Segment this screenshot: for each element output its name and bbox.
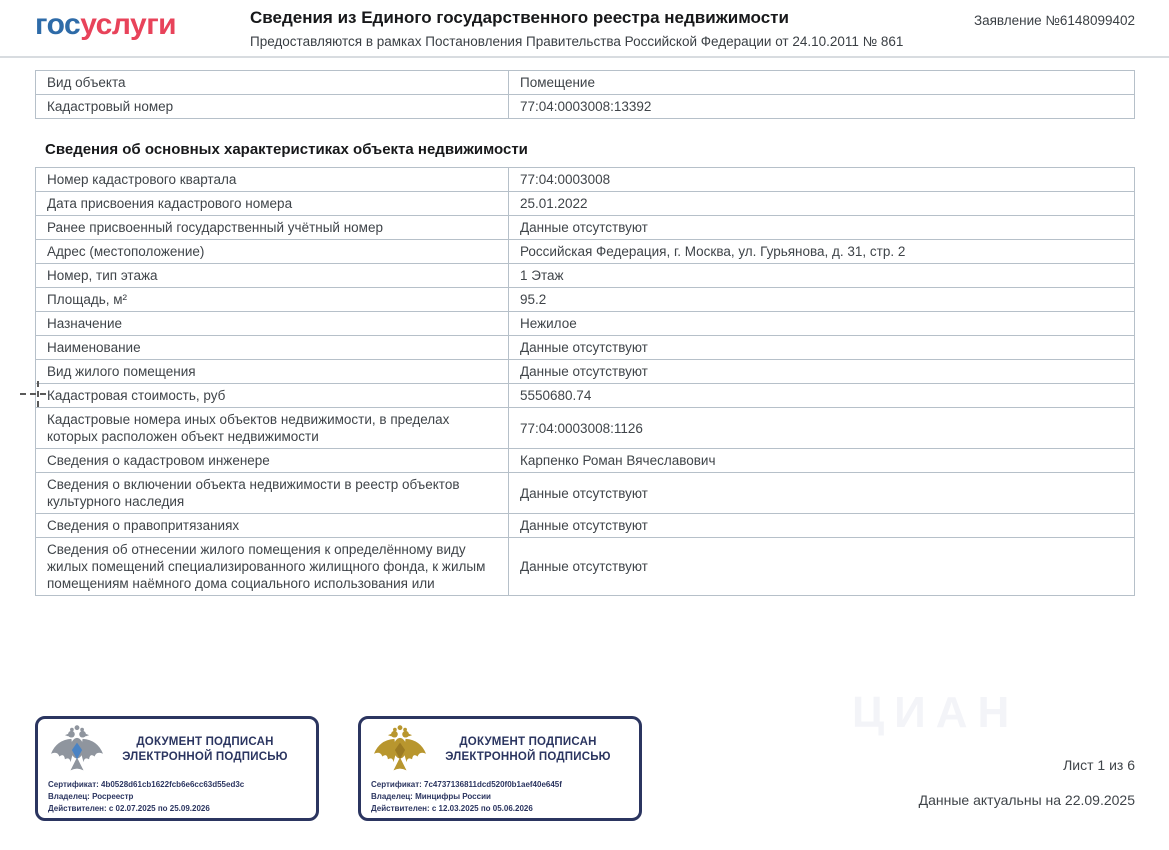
document-title: Сведения из Единого государственного реестра недвижимости: [250, 8, 789, 27]
row-label: Вид объекта: [36, 71, 509, 95]
stamp-title: ДОКУМЕНТ ПОДПИСАН ЭЛЕКТРОННОЙ ПОДПИСЬЮ: [445, 736, 611, 763]
table-row: [36, 449, 1135, 473]
row-label: Наименование: [36, 336, 509, 360]
row-value: Нежилое: [509, 312, 1135, 336]
row-value: Данные отсутствуют: [509, 473, 1135, 514]
section-title-main-characteristics: Сведения об основных характеристиках объекта недвижимости: [45, 141, 528, 158]
row-value: Данные отсутствуют: [509, 336, 1135, 360]
table-row: [36, 264, 1135, 288]
stamp-owner: Владелец: Росреестр: [48, 792, 134, 801]
characteristics-table: [35, 167, 1135, 596]
row-label: Сведения о включении объекта недвижимости в реестр объектов культурного наследия: [36, 473, 509, 514]
stamp-header: [38, 719, 316, 776]
table-row: [36, 192, 1135, 216]
object-summary-table: [35, 70, 1135, 119]
stamp-owner: Владелец: Минцифры России: [371, 792, 491, 801]
row-value: 77:04:0003008: [509, 168, 1135, 192]
table-row: [36, 168, 1135, 192]
row-value: 95.2: [509, 288, 1135, 312]
table-row: [36, 288, 1135, 312]
table-row: [36, 360, 1135, 384]
row-label: Дата присвоения кадастрового номера: [36, 192, 509, 216]
row-label: Кадастровая стоимость, руб: [36, 384, 509, 408]
row-value: Помещение: [509, 71, 1135, 95]
signature-stamp-rosreestr: [35, 716, 319, 821]
row-label: Сведения о кадастровом инженере: [36, 449, 509, 473]
logo-part-uslugi: услуги: [80, 8, 177, 41]
row-label: Вид жилого помещения: [36, 360, 509, 384]
sheet-counter: Лист 1 из 6: [1063, 757, 1135, 773]
row-value: Данные отсутствуют: [509, 538, 1135, 596]
row-label: Адрес (местоположение): [36, 240, 509, 264]
row-label: Ранее присвоенный государственный учётный номер: [36, 216, 509, 240]
row-value: Данные отсутствуют: [509, 360, 1135, 384]
row-label: Номер, тип этажа: [36, 264, 509, 288]
row-label: Кадастровые номера иных объектов недвижимости, в пределах которых расположен объект недвижимости: [36, 408, 509, 449]
logo-part-gos: гос: [35, 8, 81, 41]
gosuslugi-logo: [35, 8, 176, 42]
stamp-certificate: Сертификат: 7c4737136811dcd520f0b1aef40e645f: [371, 780, 562, 789]
stamp-validity: Действителен: с 12.03.2025 по 05.06.2026: [371, 804, 533, 813]
table-row: [36, 216, 1135, 240]
row-value: 5550680.74: [509, 384, 1135, 408]
stamp-header: [361, 719, 639, 776]
table-row: [36, 240, 1135, 264]
row-label: Сведения о правопритязаниях: [36, 514, 509, 538]
row-label: Сведения об отнесении жилого помещения к определённому виду жилых помещений специализированного жилищного фонда, к жилым помещениям наёмного дома социального использования или: [36, 538, 509, 596]
row-value: 77:04:0003008:13392: [509, 95, 1135, 119]
signature-stamp-mincifry: [358, 716, 642, 821]
row-value: 25.01.2022: [509, 192, 1135, 216]
row-value: Данные отсутствуют: [509, 514, 1135, 538]
stamp-details: [361, 776, 639, 820]
row-value: Карпенко Роман Вячеславович: [509, 449, 1135, 473]
row-label: Назначение: [36, 312, 509, 336]
data-actuality-date: Данные актуальны на 22.09.2025: [918, 792, 1135, 808]
stamp-certificate: Сертификат: 4b0528d61cb1622fcb6e6cc63d55ed3c: [48, 780, 245, 789]
cian-watermark: ЦИАН: [852, 688, 1020, 737]
document-subtitle: Предоставляются в рамках Постановления Правительства Российской Федерации от 24.10.2011 № 861: [250, 34, 904, 49]
header-divider: [0, 56, 1169, 58]
crosshair-cursor-artifact: [20, 393, 46, 395]
table-row: [36, 473, 1135, 514]
russia-coat-of-arms-eagle-icon: [369, 724, 431, 776]
table-row: [36, 514, 1135, 538]
stamp-title: ДОКУМЕНТ ПОДПИСАН ЭЛЕКТРОННОЙ ПОДПИСЬЮ: [122, 736, 288, 763]
table-row: [36, 408, 1135, 449]
row-label: Номер кадастрового квартала: [36, 168, 509, 192]
table-row: [36, 312, 1135, 336]
table-row: [36, 95, 1135, 119]
row-label: Площадь, м²: [36, 288, 509, 312]
table-row: [36, 538, 1135, 596]
table-row: [36, 336, 1135, 360]
row-value: 77:04:0003008:1126: [509, 408, 1135, 449]
row-label: Кадастровый номер: [36, 95, 509, 119]
table-row: [36, 71, 1135, 95]
stamp-validity: Действителен: с 02.07.2025 по 25.09.2026: [48, 804, 210, 813]
row-value: Данные отсутствуют: [509, 216, 1135, 240]
stamp-details: [38, 776, 316, 820]
table-row: [36, 384, 1135, 408]
row-value: Российская Федерация, г. Москва, ул. Гурьянова, д. 31, стр. 2: [509, 240, 1135, 264]
crosshair-cursor-artifact: [37, 381, 39, 407]
row-value: 1 Этаж: [509, 264, 1135, 288]
application-number: Заявление №6148099402: [973, 13, 1135, 28]
rosreestr-double-eagle-icon: [46, 724, 108, 776]
